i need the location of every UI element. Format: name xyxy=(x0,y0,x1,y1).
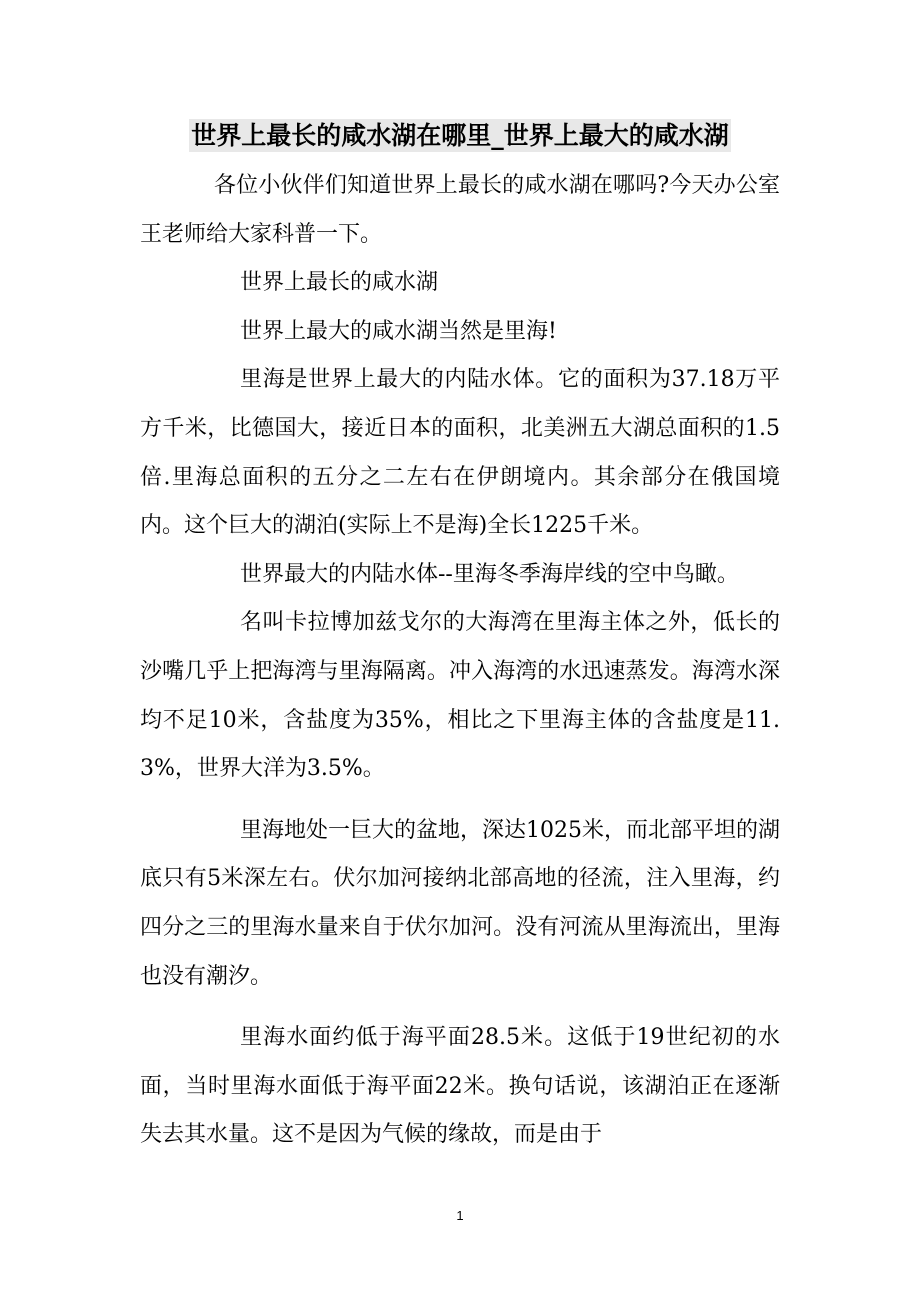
document-title-text: 世界上最长的咸水湖在哪里_世界上最大的咸水湖 xyxy=(191,121,729,150)
paragraph-area: 里海是世界上最大的内陆水体。它的面积为37.18万平方千米，比德国大，接近日本的面积，北美洲五大湖总面积的1.5倍.里海总面积的五分之二左右在伊朗境内。其余部分在俄国境内。这个巨大的湖泊(实际上不是海)全长1225千米。 xyxy=(140,367,780,539)
document-body xyxy=(140,162,780,1160)
paragraph-heading-longest: 世界上最长的咸水湖 xyxy=(240,270,439,296)
paragraph-intro: 各位小伙伴们知道世界上最长的咸水湖在哪吗?今天办公室王老师给大家科普一下。 xyxy=(140,173,780,247)
page-number: 1 xyxy=(456,1208,464,1223)
paragraph-aerial-view: 世界最大的内陆水体--里海冬季海岸线的空中鸟瞰。 xyxy=(240,561,739,587)
paragraph-basin: 里海地处一巨大的盆地，深达1025米，而北部平坦的湖底只有5米深左右。伏尔加河接纳北部高地的径流，注入里海，约四分之三的里海水量来自于伏尔加河。没有河流从里海流出，里海也没有潮汐。 xyxy=(140,817,780,989)
document-title xyxy=(140,114,780,158)
paragraph-largest-lake: 世界上最大的咸水湖当然是里海! xyxy=(240,318,557,344)
paragraph-bay: 名叫卡拉博加兹戈尔的大海湾在里海主体之外，低长的沙嘴几乎上把海湾与里海隔离。冲入海湾的水迅速蒸发。海湾水深均不足10米，含盐度为35%，相比之下里海主体的含盐度是11.3%，世界大洋为3.5%。 xyxy=(140,610,780,782)
paragraph-water-level: 里海水面约低于海平面28.5米。这低于19世纪初的水面，当时里海水面低于海平面22米。换句话说，该湖泊正在逐渐失去其水量。这不是因为气候的缘故，而是由于 xyxy=(140,1025,780,1148)
